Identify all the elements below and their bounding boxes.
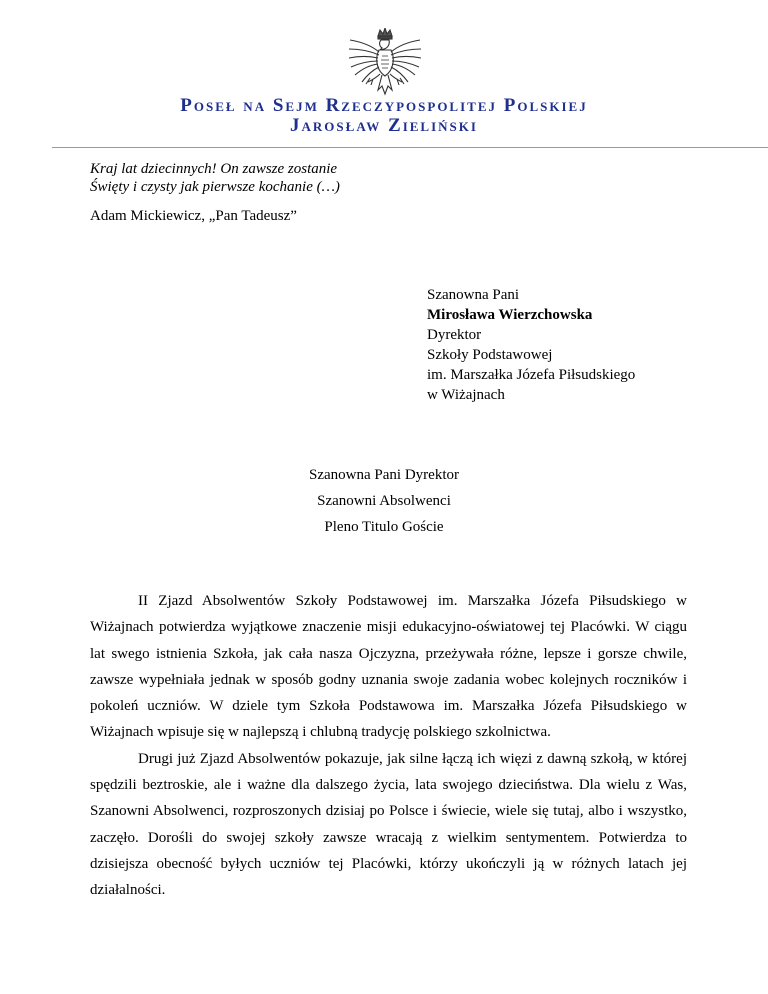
letter-body [90, 588, 687, 904]
recipient-role: Dyrektor [427, 327, 482, 343]
polish-eagle-emblem-icon [346, 28, 424, 100]
greeting-director: Szanowna Pani Dyrektor [309, 467, 459, 483]
recipient-salutation: Szanowna Pani [427, 287, 520, 303]
body-paragraph-1: II Zjazd Absolwentów Szkoły Podstawowej im. Marszałka Józefa Piłsudskiego w Wiżajnach potwierdza wyjątkowe znaczenie misji edukacyjno-oświatowej tej Placówki. W ciągu lat swego istnienia Szkoła, jak cała nasza Ojczyzna, przeżywała różne, lepsze i gorsze chwile, zawsze wypełniała jednak w sposób godny uznania swoje zadania wobec kolejnych roczników i pokoleń uczniów. W dziele tym Szkoła Podstawowa im. Marszałka Józefa Piłsudskiego w Wiżajnach wpisuje się w najlepszą i chlubną tradycję polskiego szkolnictwa. [90, 593, 687, 741]
greeting-alumni: Szanowni Absolwenci [317, 493, 451, 509]
mp-title-line1: Poseł na Sejm Rzeczypospolitej Polskiej [180, 95, 588, 116]
greetings-block [0, 462, 768, 540]
recipient-name: Mirosława Wierzchowska [427, 307, 593, 323]
header-divider [52, 147, 768, 148]
epigraph-quote [90, 160, 340, 196]
recipient-town: w Wiżajnach [427, 387, 505, 403]
mp-name-line2: Jarosław Zieliński [290, 115, 478, 136]
greeting-guests: Pleno Titulo Goście [324, 519, 444, 535]
recipient-school-line2: im. Marszałka Józefa Piłsudskiego [427, 367, 636, 383]
recipient-address [427, 285, 635, 405]
quote-line1: Kraj lat dziecinnych! On zawsze zostanie [90, 161, 338, 177]
quote-author: Adam Mickiewicz, „Pan Tadeusz” [90, 208, 297, 224]
recipient-school-line1: Szkoły Podstawowej [427, 347, 553, 363]
quote-line2: Święty i czysty jak pierwsze kochanie (…) [90, 179, 340, 195]
body-paragraph-2: Drugi już Zjazd Absolwentów pokazuje, jak silne łączą ich więzi z dawną szkołą, w której spędzili beztroskie, ale i ważne dla dalszego życia, lata swojego dzieciństwa. Dla wielu z Was, Szanowni Absolwenci, rozproszonych dzisiaj po Polsce i świecie, wiele się tutaj, albo i wszystko, zaczęło. Dorośli do swojej szkoły zawsze wracają z wielkim sentymentem. Potwierdza to dzisiejsza obecność byłych uczniów tej Placówki, którzy ukończyli ją w różnych latach jej działalności. [90, 750, 687, 899]
